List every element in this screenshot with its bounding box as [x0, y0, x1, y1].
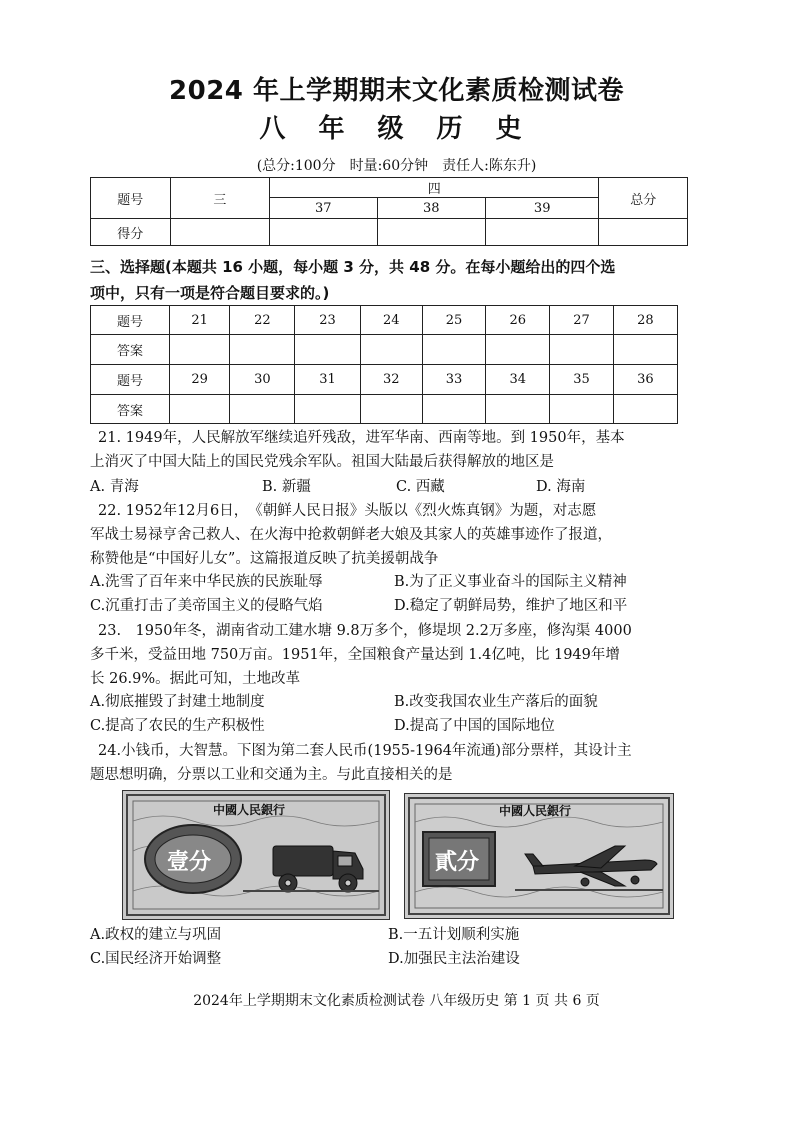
question-23-line1: 23. 1950年冬，湖南省动工建水塘 9.8万多个，修堤坝 2.2万多座，修沟渠 4000 — [98, 623, 632, 639]
question-21-option-c[interactable]: C. 西藏 — [396, 479, 445, 495]
exam-subtitle: 八 年 级 历 史 — [259, 114, 534, 144]
answer-cell-22[interactable] — [230, 335, 295, 365]
answer-cell-23[interactable] — [295, 335, 360, 365]
question-21-line2: 上消灭了中国大陆上的国民党残余军队。祖国大陆最后获得解放的地区是 — [90, 454, 554, 470]
answer-table-question-number: 26 — [486, 306, 550, 335]
section-three-heading-line2: 项中，只有一项是符合题目要求的。) — [90, 284, 330, 302]
question-24-option-c[interactable]: C.国民经济开始调整 — [90, 951, 222, 967]
section-three-heading — [90, 254, 700, 306]
answer-table-question-number: 22 — [230, 306, 295, 335]
exam-title: 2024 年上学期期末文化素质检测试卷 — [169, 76, 624, 106]
question-23-option-d[interactable]: D.提高了中国的国际地位 — [394, 718, 555, 734]
question-22-line1: 22. 1952年12月6日， 《朝鲜人民日报》头版以《烈火炼真钢》为题，对志愿 — [98, 503, 597, 519]
score-cell-three[interactable] — [170, 219, 269, 246]
exam-meta: (总分:100分 时量:60分钟 责任人:陈东升) — [256, 158, 537, 174]
question-21-option-d[interactable]: D. 海南 — [536, 479, 586, 495]
question-23-line3: 长 26.9%。据此可知，土地改革 — [90, 671, 301, 687]
question-24-option-a[interactable]: A.政权的建立与巩固 — [90, 927, 222, 943]
answer-cell-36[interactable] — [613, 395, 677, 424]
answer-table-question-number: 23 — [295, 306, 360, 335]
answer-cell-27[interactable] — [550, 335, 613, 365]
question-24-option-b[interactable]: B.一五计划顺利实施 — [388, 927, 520, 943]
question-22-line3: 称赞他是“中国好儿女”。这篇报道反映了抗美援朝战争 — [90, 551, 439, 567]
question-24-line1: 24.小钱币，大智慧。下图为第二套人民币(1955-1964年流通)部分票样，其设计主 — [98, 743, 632, 759]
answer-table-question-number: 33 — [422, 365, 485, 395]
score-cell-q38[interactable] — [377, 219, 485, 246]
question-23 — [90, 619, 718, 691]
answer-table-question-number: 25 — [422, 306, 485, 335]
answer-cell-29[interactable] — [169, 395, 229, 424]
question-22 — [90, 499, 718, 571]
question-21-option-a[interactable]: A. 青海 — [90, 479, 139, 495]
score-table-section-three: 三 — [170, 178, 269, 219]
question-21 — [90, 426, 718, 474]
question-23-option-a[interactable]: A.彻底摧毁了封建土地制度 — [90, 694, 265, 710]
question-21-option-b[interactable]: B. 新疆 — [262, 479, 311, 495]
answer-table-question-number: 24 — [360, 306, 422, 335]
score-cell-q37[interactable] — [270, 219, 377, 246]
answer-table-question-number: 27 — [550, 306, 613, 335]
score-table-total: 总分 — [599, 178, 688, 219]
banknote-one-fen-bank: 中國人民銀行 — [213, 803, 286, 817]
answer-table-question-number: 30 — [230, 365, 295, 395]
answer-cell-21[interactable] — [169, 335, 229, 365]
answer-table-question-number: 34 — [486, 365, 550, 395]
answer-table-number-label: 题号 — [91, 306, 170, 335]
score-table-q37: 37 — [270, 198, 377, 219]
answer-cell-30[interactable] — [230, 395, 295, 424]
section-three-heading-line1: 三、选择题(本题共 16 小题，每小题 3 分，共 48 分。在每小题给出的四个选 — [90, 258, 616, 276]
question-24-line2: 题思想明确，分票以工业和交通为主。与此直接相关的是 — [90, 767, 453, 783]
answer-table — [90, 305, 678, 424]
answer-table-question-number: 28 — [613, 306, 677, 335]
banknote-two-fen-denomination: 貳分 — [435, 849, 480, 875]
answer-table-answer-label: 答案 — [91, 395, 170, 424]
page-footer: 2024年上学期期末文化素质检测试卷 八年级历史 第 1 页 共 6 页 — [193, 993, 600, 1009]
question-24 — [90, 739, 718, 787]
question-22-option-c[interactable]: C.沉重打击了美帝国主义的侵略气焰 — [90, 598, 323, 614]
banknote-two-fen-image — [404, 793, 674, 919]
answer-table-question-number: 31 — [295, 365, 360, 395]
score-table-q38: 38 — [377, 198, 485, 219]
answer-table-answer-label: 答案 — [91, 335, 170, 365]
banknote-one-fen-denomination: 壹分 — [167, 849, 212, 875]
answer-table-number-label: 题号 — [91, 365, 170, 395]
question-23-option-c[interactable]: C.提高了农民的生产积极性 — [90, 718, 265, 734]
answer-cell-33[interactable] — [422, 395, 485, 424]
answer-cell-32[interactable] — [360, 395, 422, 424]
score-table — [90, 177, 688, 246]
question-23-option-b[interactable]: B.改变我国农业生产落后的面貌 — [394, 694, 598, 710]
answer-cell-28[interactable] — [613, 335, 677, 365]
question-21-line1: 21. 1949年，人民解放军继续追歼残敌，进军华南、西南等地。到 1950年，基本 — [98, 430, 625, 446]
banknote-one-fen-image — [122, 790, 390, 920]
score-table-q39: 39 — [485, 198, 598, 219]
answer-table-question-number: 32 — [360, 365, 422, 395]
answer-cell-31[interactable] — [295, 395, 360, 424]
answer-cell-25[interactable] — [422, 335, 485, 365]
banknote-two-fen-bank: 中國人民銀行 — [499, 804, 572, 818]
answer-table-question-number: 36 — [613, 365, 677, 395]
question-22-option-b[interactable]: B.为了正义事业奋斗的国际主义精神 — [394, 574, 627, 590]
answer-cell-34[interactable] — [486, 395, 550, 424]
answer-table-question-number: 21 — [169, 306, 229, 335]
score-cell-q39[interactable] — [485, 219, 598, 246]
answer-cell-24[interactable] — [360, 335, 422, 365]
question-24-option-d[interactable]: D.加强民主法治建设 — [388, 951, 520, 967]
question-23-line2: 多千米，受益田地 750万亩。1951年，全国粮食产量达到 1.4亿吨，比 1949年增 — [90, 647, 620, 663]
answer-table-question-number: 35 — [550, 365, 613, 395]
question-22-option-a[interactable]: A.洗雪了百年来中华民族的民族耻辱 — [90, 574, 323, 590]
answer-cell-35[interactable] — [550, 395, 613, 424]
question-22-line2: 军战士易禄亨舍己救人、在火海中抢救朝鲜老大娘及其家人的英雄事迹作了报道， — [90, 527, 612, 543]
score-table-score-label: 得分 — [91, 219, 171, 246]
score-table-section-four: 四 — [270, 178, 599, 198]
question-22-option-d[interactable]: D.稳定了朝鲜局势，维护了地区和平 — [394, 598, 628, 614]
answer-cell-26[interactable] — [486, 335, 550, 365]
score-cell-total[interactable] — [599, 219, 688, 246]
answer-table-question-number: 29 — [169, 365, 229, 395]
score-table-number-label: 题号 — [91, 178, 171, 219]
